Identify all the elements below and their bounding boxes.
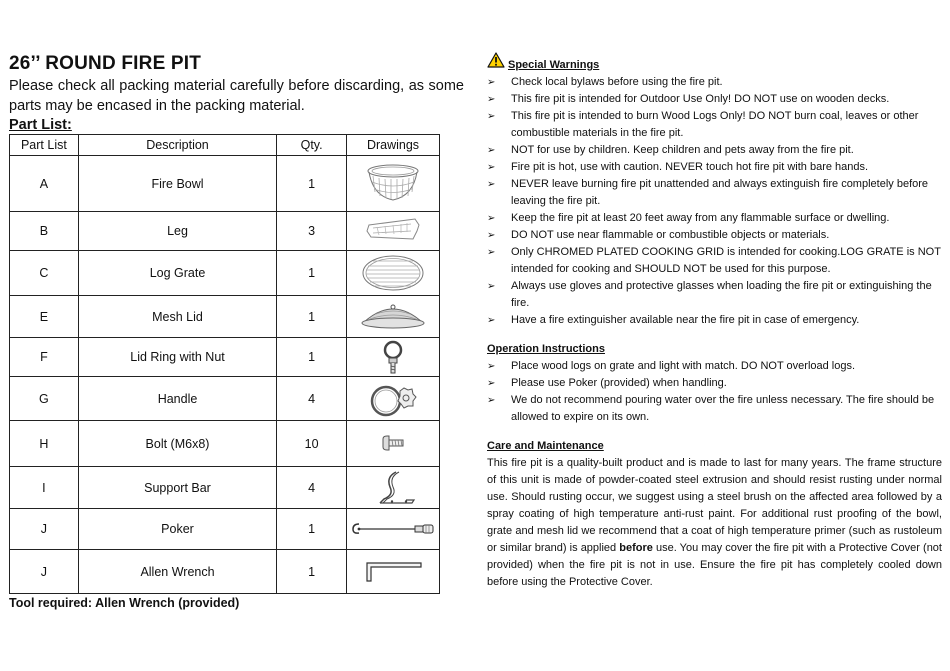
list-item: ➢ NOT for use by children. Keep children and pets away from the fire pit. bbox=[487, 142, 942, 159]
right-column bbox=[487, 52, 942, 591]
part-cell: J bbox=[10, 550, 79, 594]
qty-cell: 1 bbox=[277, 509, 347, 550]
table-row bbox=[10, 338, 440, 377]
description-cell: Fire Bowl bbox=[78, 156, 276, 212]
operation-instructions-heading: Operation Instructions bbox=[487, 343, 605, 355]
operation-list bbox=[487, 358, 942, 426]
bullet-arrow-icon: ➢ bbox=[487, 361, 496, 372]
description-cell: Support Bar bbox=[78, 467, 276, 509]
special-warnings-title: Special Warnings bbox=[508, 59, 600, 71]
list-item: ➢ Fire pit is hot, use with caution. NEVER touch hot fire pit with bare hands. bbox=[487, 159, 942, 176]
support-bar-drawing bbox=[347, 467, 440, 509]
left-column bbox=[9, 52, 464, 611]
table-row bbox=[10, 421, 440, 467]
list-item: ➢ DO NOT use near flammable or combustible objects or materials. bbox=[487, 227, 942, 244]
list-item: ➢ Place wood logs on grate and light with match. DO NOT overload logs. bbox=[487, 358, 942, 375]
fire-bowl-drawing bbox=[347, 156, 440, 212]
intro-text: Please check all packing material carefully before discarding, as some parts may be encased in the packing material. bbox=[9, 78, 464, 114]
list-item: ➢ Please use Poker (provided) when handling. bbox=[487, 375, 942, 392]
table-row bbox=[10, 509, 440, 550]
qty-cell: 1 bbox=[277, 338, 347, 377]
description-cell: Log Grate bbox=[78, 251, 276, 296]
log-grate-drawing bbox=[347, 251, 440, 296]
table-row bbox=[10, 467, 440, 509]
description-cell: Allen Wrench bbox=[78, 550, 276, 594]
list-item: ➢ Check local bylaws before using the fire pit. bbox=[487, 74, 942, 91]
header-qty: Qty. bbox=[277, 135, 347, 156]
part-cell: E bbox=[10, 296, 79, 338]
lid-ring-drawing bbox=[347, 338, 440, 377]
description-cell: Leg bbox=[78, 212, 276, 251]
qty-cell: 3 bbox=[277, 212, 347, 251]
table-row bbox=[10, 377, 440, 421]
table-row bbox=[10, 251, 440, 296]
qty-cell: 1 bbox=[277, 156, 347, 212]
part-cell: G bbox=[10, 377, 79, 421]
list-item: ➢ We do not recommend pouring water over the fire unless necessary. The fire should be allowed to expire on its own. bbox=[487, 394, 935, 423]
bullet-arrow-icon: ➢ bbox=[487, 315, 496, 326]
description-cell: Bolt (M6x8) bbox=[78, 421, 276, 467]
list-item: ➢ NEVER leave burning fire pit unattended and always extinguish fire completely before leaving the fire pit. bbox=[487, 178, 929, 207]
mesh-lid-drawing bbox=[347, 296, 440, 338]
list-item: ➢ Have a fire extinguisher available near the fire pit in case of emergency. bbox=[487, 312, 942, 329]
allen-wrench-drawing bbox=[347, 550, 440, 594]
description-cell: Lid Ring with Nut bbox=[78, 338, 276, 377]
bolt-drawing bbox=[347, 421, 440, 467]
description-cell: Poker bbox=[78, 509, 276, 550]
care-maintenance-heading: Care and Maintenance bbox=[487, 440, 604, 452]
bullet-arrow-icon: ➢ bbox=[487, 213, 496, 224]
warnings-list bbox=[487, 74, 942, 329]
header-part: Part List bbox=[10, 135, 79, 156]
part-cell: H bbox=[10, 421, 79, 467]
part-cell: I bbox=[10, 467, 79, 509]
bullet-arrow-icon: ➢ bbox=[487, 281, 496, 292]
qty-cell: 1 bbox=[277, 550, 347, 594]
part-cell: B bbox=[10, 212, 79, 251]
leg-drawing bbox=[347, 212, 440, 251]
bullet-arrow-icon: ➢ bbox=[487, 378, 496, 389]
list-item: ➢ Keep the fire pit at least 20 feet away from any flammable surface or dwelling. bbox=[487, 210, 942, 227]
warning-triangle-icon bbox=[487, 52, 505, 74]
qty-cell: 1 bbox=[277, 296, 347, 338]
list-item: ➢ This fire pit is intended to burn Wood Logs Only! DO NOT burn coal, leaves or other combustible materials in the fire pit. bbox=[487, 110, 919, 139]
bullet-arrow-icon: ➢ bbox=[487, 145, 496, 156]
parts-table bbox=[9, 134, 440, 594]
bullet-arrow-icon: ➢ bbox=[487, 179, 496, 190]
qty-cell: 10 bbox=[277, 421, 347, 467]
bullet-arrow-icon: ➢ bbox=[487, 230, 496, 241]
bullet-arrow-icon: ➢ bbox=[487, 77, 496, 88]
part-list-heading: Part List: bbox=[9, 117, 72, 133]
special-warnings-heading bbox=[487, 52, 942, 74]
tool-required-note: Tool required: Allen Wrench (provided) bbox=[9, 596, 240, 610]
list-item: ➢ This fire pit is intended for Outdoor Use Only! DO NOT use on wooden decks. bbox=[487, 91, 942, 108]
list-item: ➢ Always use gloves and protective glasses when loading the fire pit or extinguishing the fire. bbox=[487, 280, 932, 309]
qty-cell: 4 bbox=[277, 467, 347, 509]
bullet-arrow-icon: ➢ bbox=[487, 247, 496, 258]
bullet-arrow-icon: ➢ bbox=[487, 395, 496, 406]
part-cell: J bbox=[10, 509, 79, 550]
page-title: 26’’ ROUND FIRE PIT bbox=[9, 53, 202, 74]
header-drawings: Drawings bbox=[347, 135, 440, 156]
bullet-arrow-icon: ➢ bbox=[487, 162, 496, 173]
description-cell: Handle bbox=[78, 377, 276, 421]
description-cell: Mesh Lid bbox=[78, 296, 276, 338]
handle-drawing bbox=[347, 377, 440, 421]
qty-cell: 1 bbox=[277, 251, 347, 296]
qty-cell: 4 bbox=[277, 377, 347, 421]
table-header-row bbox=[10, 135, 440, 156]
bullet-arrow-icon: ➢ bbox=[487, 111, 496, 122]
table-row bbox=[10, 550, 440, 594]
table-row bbox=[10, 296, 440, 338]
list-item: ➢ Only CHROMED PLATED COOKING GRID is intended for cooking.LOG GRATE is NOT intended for cooking and SHOULD NOT be used for this purpose. bbox=[487, 246, 941, 275]
table-row bbox=[10, 212, 440, 251]
poker-drawing bbox=[347, 509, 440, 550]
part-cell: F bbox=[10, 338, 79, 377]
header-description: Description bbox=[78, 135, 276, 156]
care-maintenance-text: This fire pit is a quality-built product and is made to last for many years. The frame structure of this unit is made of powder-coated steel extrusion and should resist rusting under normal use. Should rusting occur, we suggest using a steel brush on the affected area followed by a spray coating of high temperature anti-rust paint. For additional rust proofing of the bowl, grate and mesh lid we recommend that a coat of high temperature primer (such as rustoleum or similar brand) is applied before use. You may cover the fire pit with a Protective Cover (not provided) when the fire pit is not in use. Ensure the fire pit has completely cooled down before using the Protective Cover. bbox=[487, 457, 942, 588]
part-cell: A bbox=[10, 156, 79, 212]
bullet-arrow-icon: ➢ bbox=[487, 94, 496, 105]
table-row bbox=[10, 156, 440, 212]
part-cell: C bbox=[10, 251, 79, 296]
